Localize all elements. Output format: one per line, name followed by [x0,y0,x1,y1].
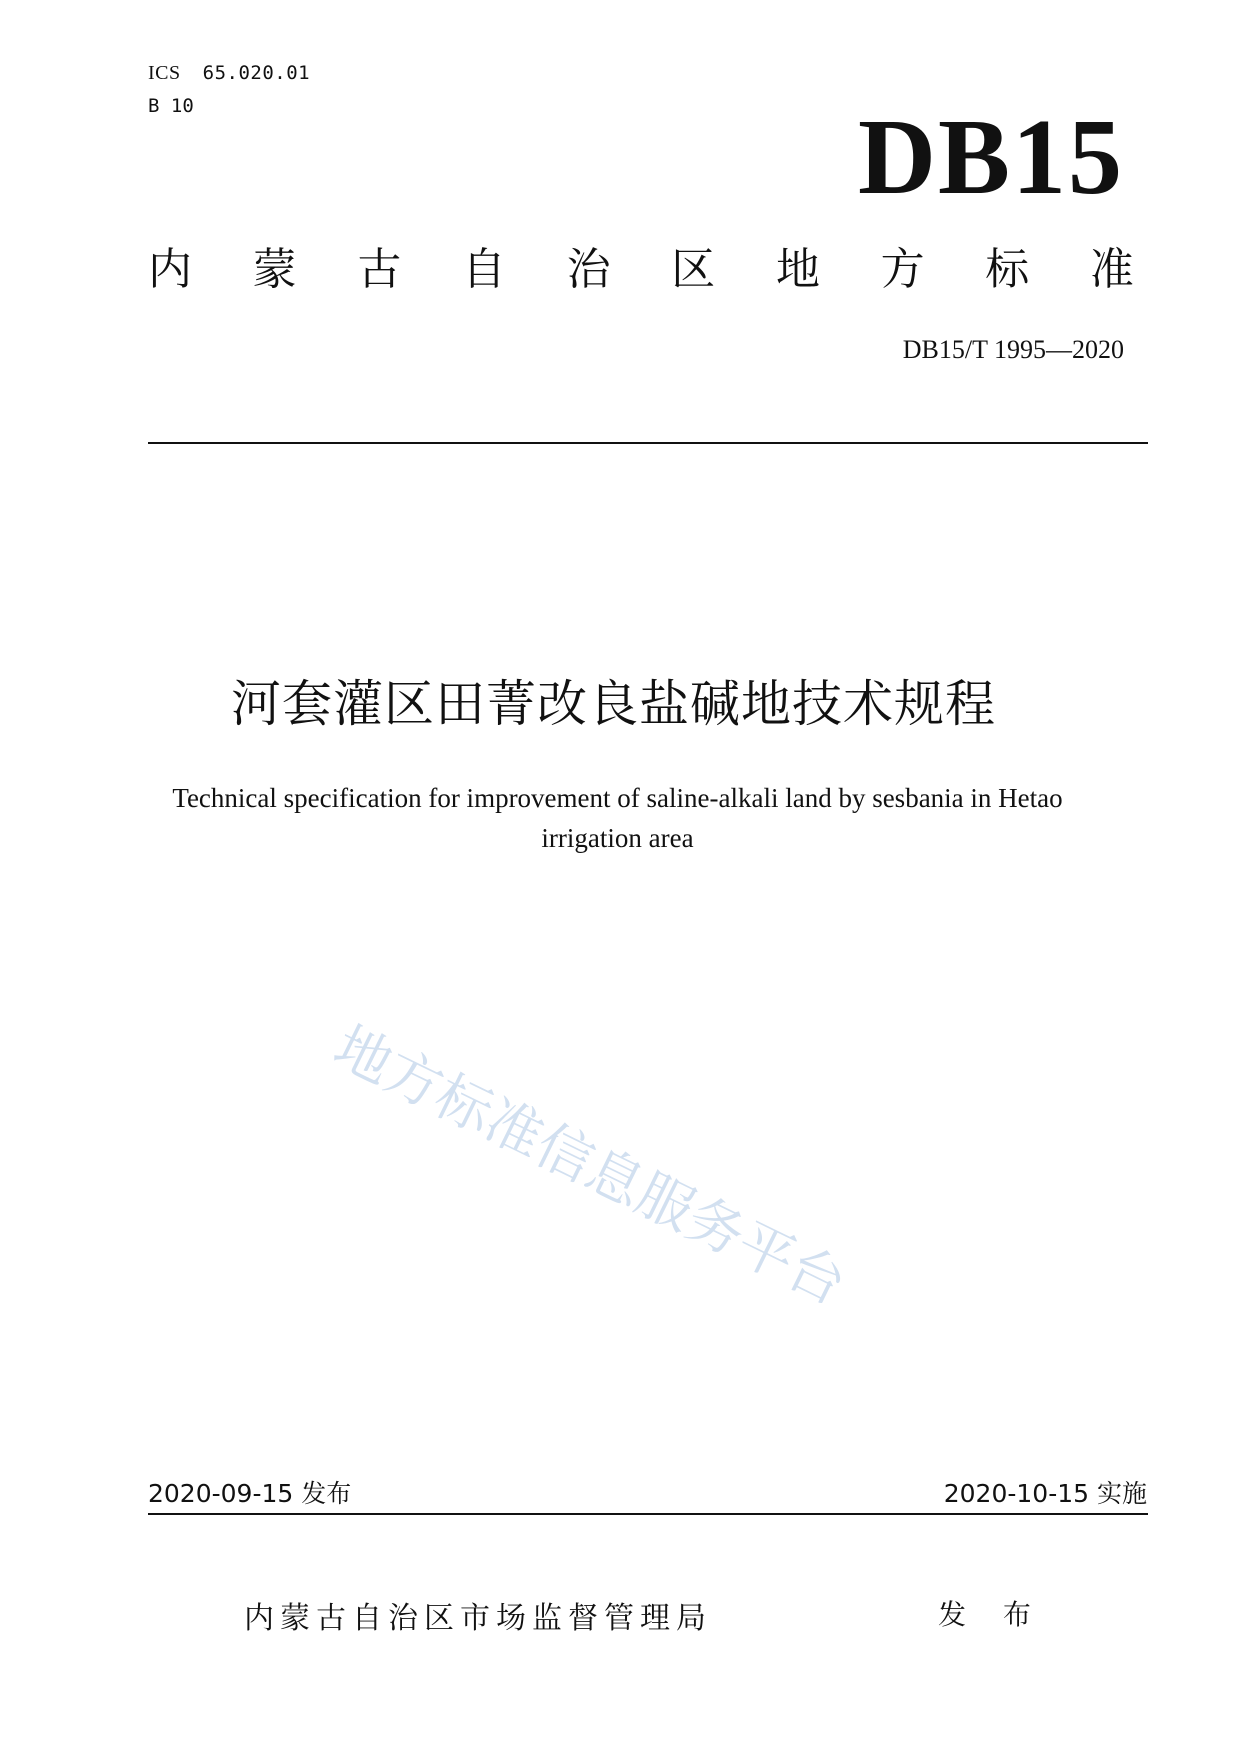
ics-line [148,62,310,85]
category-char: 治 [566,244,611,295]
category-char: 自 [461,244,506,295]
category-char: 古 [357,244,402,295]
date-divider [148,1513,1148,1515]
ics-label: ICS [148,62,181,84]
category-char: 地 [775,244,820,295]
publish-label: 发 布 [938,1598,1045,1631]
category-char: 区 [671,244,716,295]
document-title-cn [0,672,1241,736]
issue-date: 2020-09-15 发布 [148,1479,352,1508]
document-title-en-line2: irrigation area [541,823,694,853]
category-char: 方 [880,244,925,295]
classification-code: B 10 [148,95,194,117]
watermark [320,1014,1060,1350]
header-divider [148,442,1148,444]
issuing-authority: 内蒙古自治区市场监督管理局 [244,1601,712,1636]
standard-number: DB15/T 1995—2020 [902,335,1124,364]
category-char: 标 [985,244,1030,295]
category-char: 内 [148,244,192,295]
category-char: 蒙 [252,244,297,295]
document-title-cn-text: 河套灌区田菁改良盐碱地技术规程 [231,675,996,733]
category-char: 准 [1089,244,1134,295]
watermark-text: 地方标准信息服务平台 [323,1014,856,1319]
category-title [148,242,1134,298]
document-title-en [130,778,1105,858]
document-title-en-line1: Technical specification for improvement of saline-alkali land by sesbania in Hetao [172,783,1063,813]
implementation-date: 2020-10-15 实施 [943,1479,1147,1508]
ics-code: 65.020.01 [202,62,311,84]
standard-mark: DB15 [857,98,1124,217]
